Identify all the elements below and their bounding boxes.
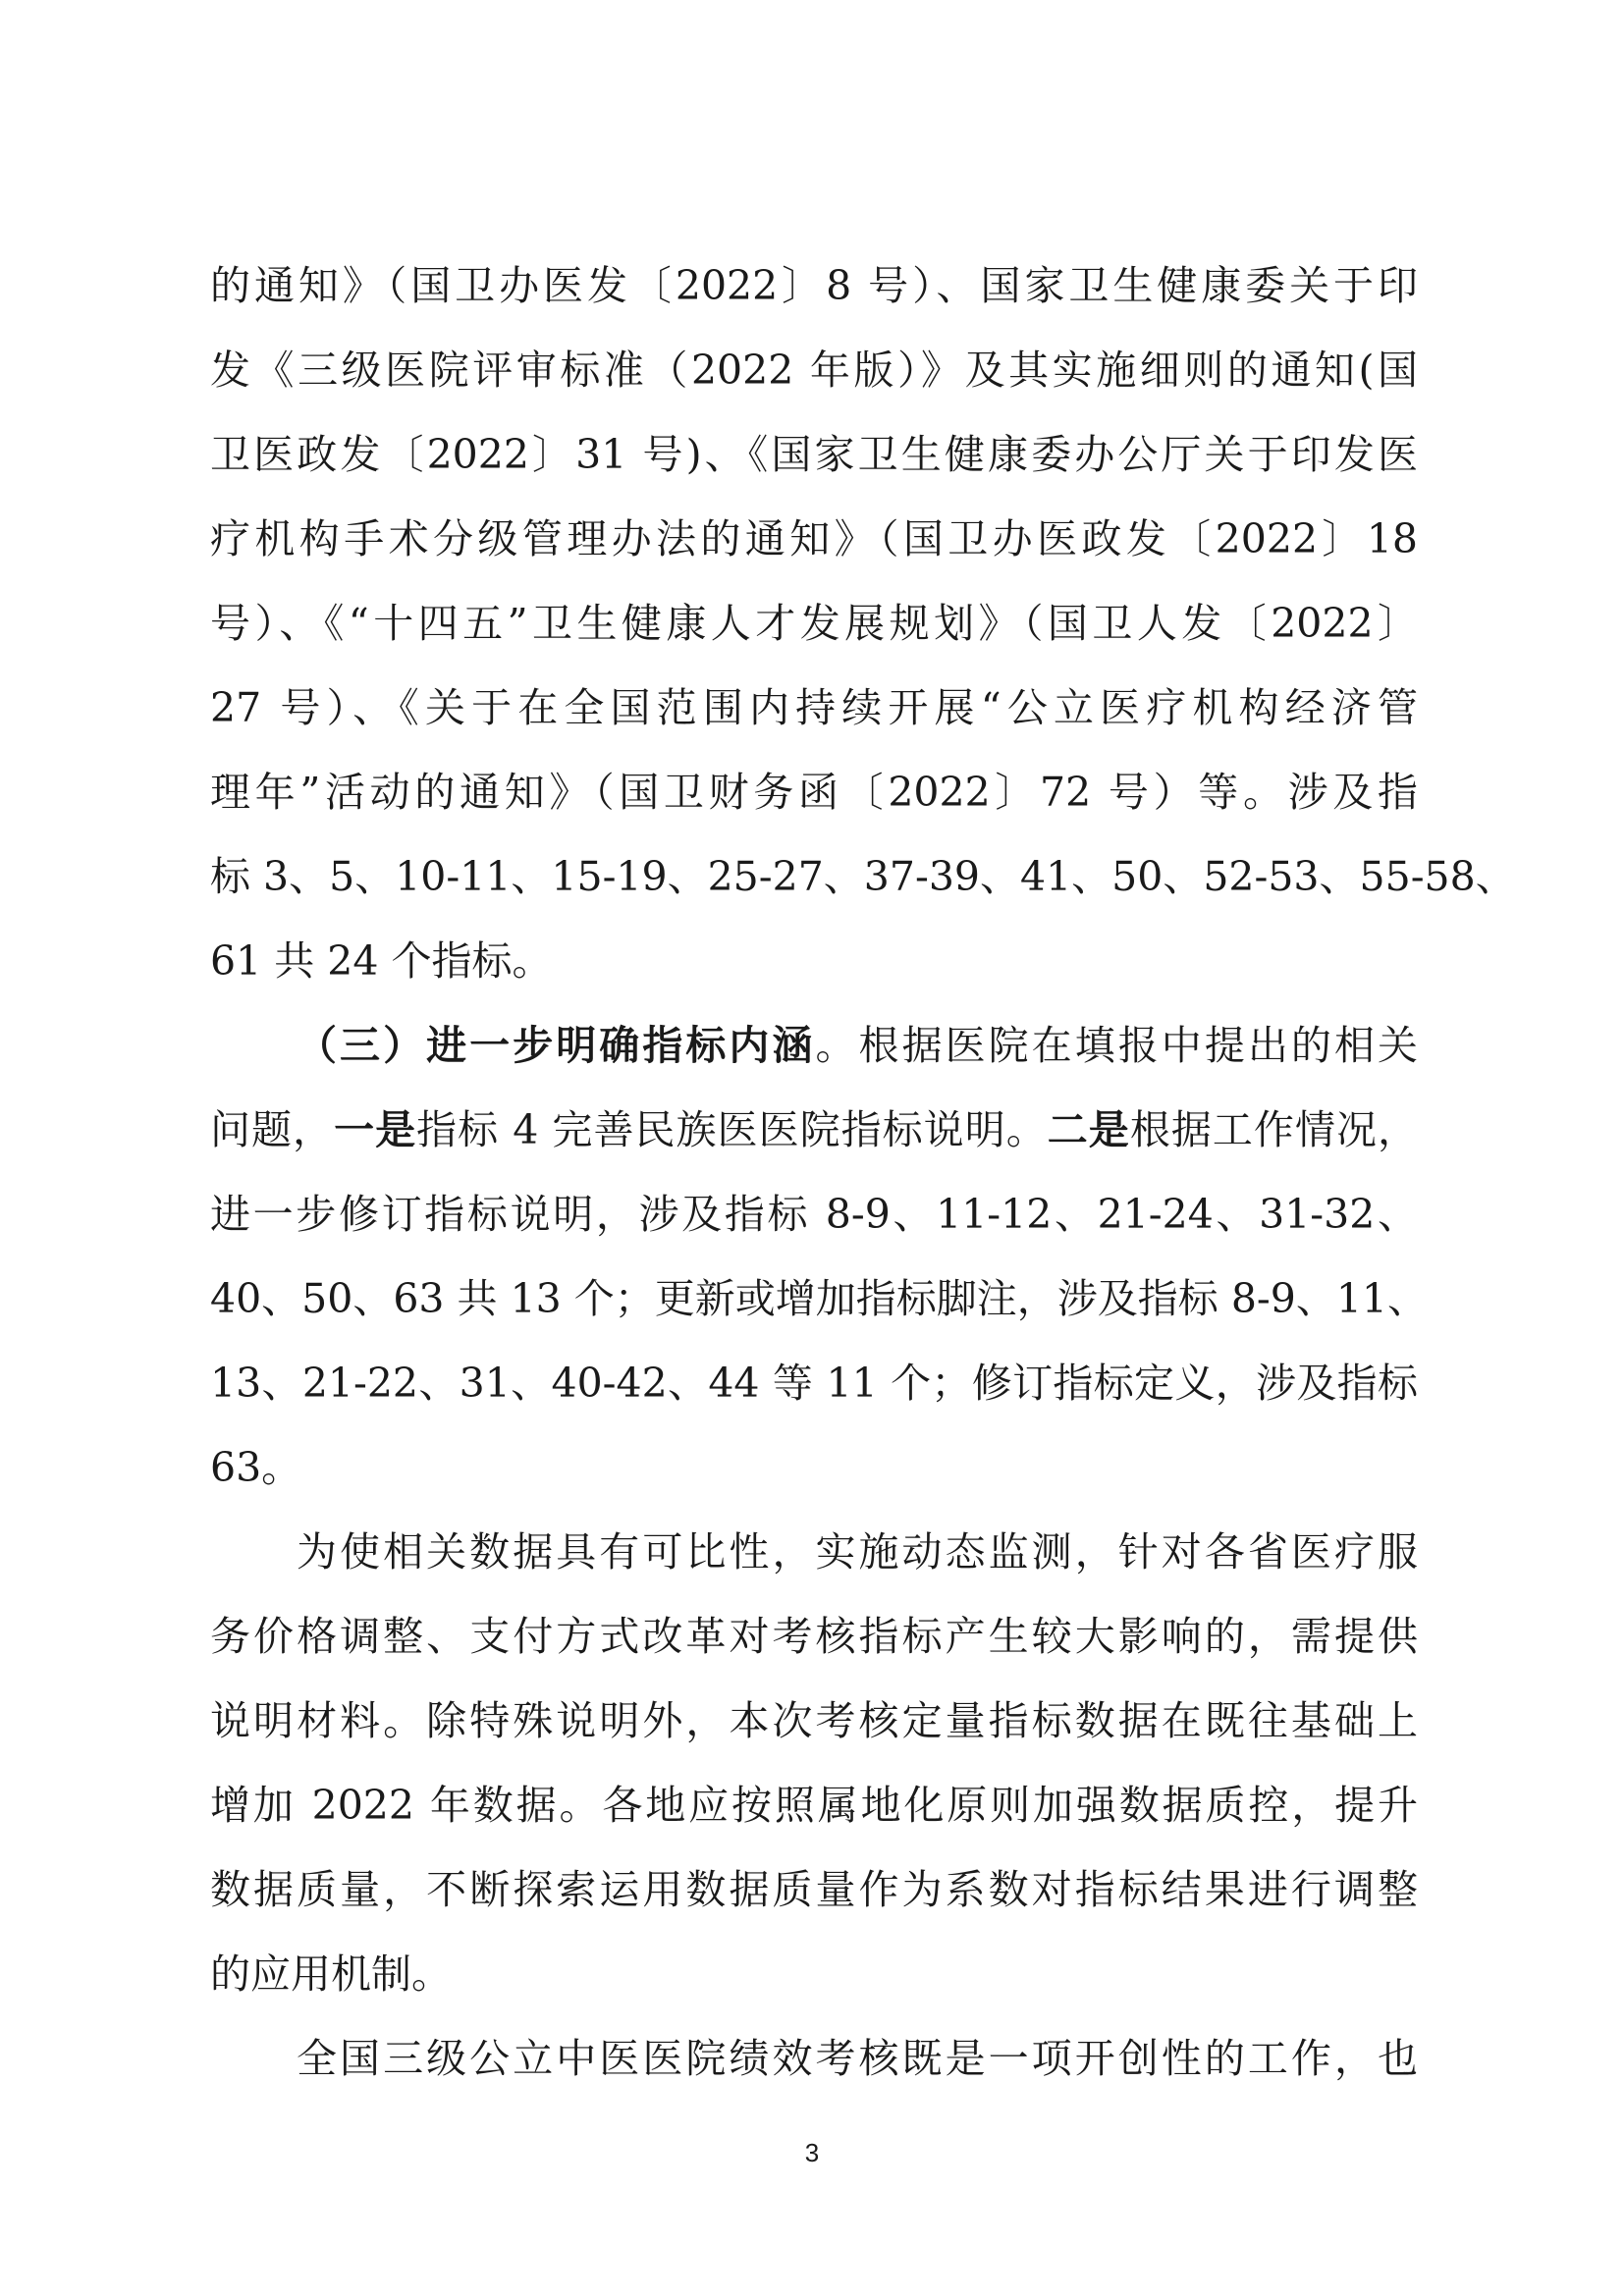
text-line: 标 3、5、10-11、15-19、25-27、37-39、41、50、52-53、55-58、 (210, 853, 1516, 900)
text-line: 27 号）、《关于在全国范围内持续开展“公立医疗机构经济管 (210, 684, 1418, 731)
text-run: 问题， (210, 1106, 335, 1153)
text-run: 根据工作情况， (1129, 1106, 1419, 1153)
text-line: 40、50、63 共 13 个；更新或增加指标脚注，涉及指标 8-9、11、 (210, 1275, 1429, 1322)
text-line: 进一步修订指标说明，涉及指标 8-9、11-12、21-24、31-32、 (210, 1191, 1418, 1238)
text-line: 63。 (210, 1444, 302, 1491)
paragraph-3 (210, 1510, 1418, 2016)
text-line: 数据质量，不断探索运用数据质量作为系数对指标结果进行调整 (210, 1866, 1418, 1913)
text-line: 卫医政发〔2022〕31 号)、《国家卫生健康委办公厅关于印发医 (210, 431, 1418, 478)
text-line: 的应用机制。 (210, 1950, 452, 1998)
text-line: 61 共 24 个指标。 (210, 937, 553, 985)
emphasis-first: 一是 (334, 1106, 417, 1153)
text-line: 疗机构手术分级管理办法的通知》（国卫办医政发〔2022〕18 (210, 515, 1418, 562)
text-line: 增加 2022 年数据。各地应按照属地化原则加强数据质控，提升 (210, 1782, 1418, 1829)
section-heading: （三）进一步明确指标内涵 (297, 1022, 816, 1069)
text-line: 说明材料。除特殊说明外，本次考核定量指标数据在既往基础上 (210, 1697, 1418, 1744)
emphasis-second: 二是 (1047, 1106, 1130, 1153)
text-run: 。根据医院在填报中提出的相关 (815, 1022, 1419, 1069)
text-line: 的通知》（国卫办医发〔2022〕8 号）、国家卫生健康委关于印 (210, 262, 1418, 309)
paragraph-2 (210, 1003, 1429, 1510)
text-line: 全国三级公立中医医院绩效考核既是一项开创性的工作，也 (297, 2035, 1418, 2082)
text-line: 13、21-22、31、40-42、44 等 11 个；修订指标定义，涉及指标 (210, 1360, 1418, 1407)
page-number: 3 (804, 2138, 820, 2167)
document-body (210, 243, 1516, 2101)
paragraph-4 (210, 2016, 1418, 2101)
text-line (210, 1003, 1418, 1088)
text-line: 发《三级医院评审标准（2022 年版）》及其实施细则的通知(国 (210, 347, 1418, 394)
text-line: 号）、《“十四五”卫生健康人才发展规划》（国卫人发〔2022〕 (210, 600, 1418, 647)
text-line: 理年”活动的通知》（国卫财务函〔2022〕72 号）等。涉及指 (210, 769, 1418, 816)
text-line: 务价格调整、支付方式改革对考核指标产生较大影响的，需提供 (210, 1613, 1418, 1660)
text-line (210, 1088, 1418, 1172)
paragraph-1 (210, 243, 1516, 1003)
text-run: 指标 4 完善民族医医院指标说明。 (416, 1106, 1048, 1153)
text-line: 为使相关数据具有可比性，实施动态监测，针对各省医疗服 (297, 1528, 1418, 1575)
